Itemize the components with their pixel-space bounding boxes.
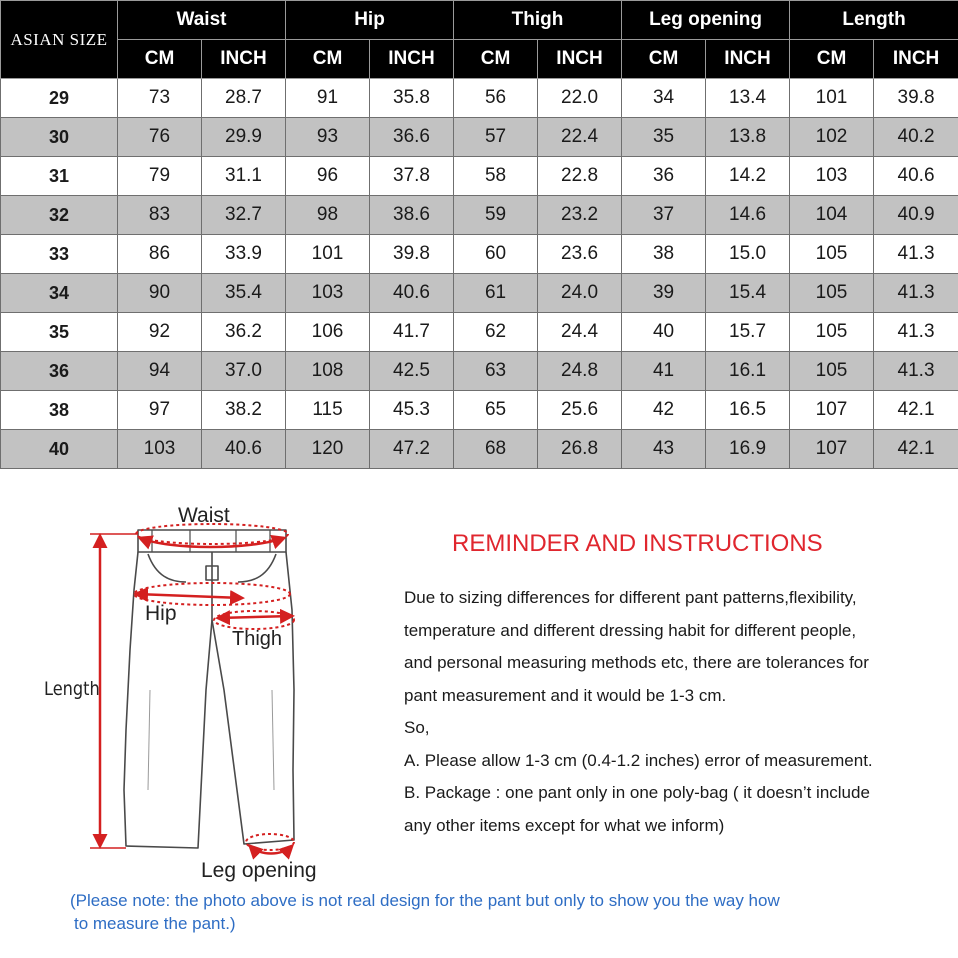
table-row bbox=[1, 157, 958, 196]
length-header: Length bbox=[790, 1, 958, 40]
cm-value-cell: 34 bbox=[622, 79, 706, 118]
cm-value-cell: 115 bbox=[286, 391, 370, 430]
table-row bbox=[1, 79, 958, 118]
size-table-body bbox=[1, 79, 958, 469]
inch-value-cell: 41.3 bbox=[874, 235, 958, 274]
cm-value-cell: 83 bbox=[118, 196, 202, 235]
size-cell: 34 bbox=[1, 274, 118, 313]
unit-header-row bbox=[1, 40, 958, 79]
inch-value-cell: 40.2 bbox=[874, 118, 958, 157]
inch-value-cell: 47.2 bbox=[370, 430, 454, 469]
cm-value-cell: 40 bbox=[622, 313, 706, 352]
table-row bbox=[1, 118, 958, 157]
size-chart-table bbox=[0, 0, 958, 469]
inch-value-cell: 13.8 bbox=[706, 118, 790, 157]
instruction-line: Due to sizing differences for different pant patterns,flexibility, bbox=[404, 588, 857, 607]
waist-header: Waist bbox=[118, 1, 286, 40]
unit-inch-header: INCH bbox=[874, 40, 958, 79]
inch-value-cell: 14.2 bbox=[706, 157, 790, 196]
inch-value-cell: 37.8 bbox=[370, 157, 454, 196]
unit-inch-header: INCH bbox=[370, 40, 454, 79]
cm-value-cell: 76 bbox=[118, 118, 202, 157]
inch-value-cell: 40.6 bbox=[370, 274, 454, 313]
unit-cm-header: CM bbox=[790, 40, 874, 79]
cm-value-cell: 104 bbox=[790, 196, 874, 235]
size-cell: 30 bbox=[1, 118, 118, 157]
cm-value-cell: 96 bbox=[286, 157, 370, 196]
table-row bbox=[1, 313, 958, 352]
cm-value-cell: 43 bbox=[622, 430, 706, 469]
inch-value-cell: 16.9 bbox=[706, 430, 790, 469]
thigh-header: Thigh bbox=[454, 1, 622, 40]
cm-value-cell: 36 bbox=[622, 157, 706, 196]
hip-header: Hip bbox=[286, 1, 454, 40]
cm-value-cell: 73 bbox=[118, 79, 202, 118]
cm-value-cell: 102 bbox=[790, 118, 874, 157]
inch-value-cell: 37.0 bbox=[202, 352, 286, 391]
cm-value-cell: 103 bbox=[790, 157, 874, 196]
measurement-note bbox=[70, 889, 930, 935]
table-row bbox=[1, 391, 958, 430]
inch-value-cell: 14.6 bbox=[706, 196, 790, 235]
inch-value-cell: 41.3 bbox=[874, 313, 958, 352]
instruction-line: any other items except for what we inform) bbox=[404, 815, 725, 835]
cm-value-cell: 105 bbox=[790, 274, 874, 313]
cm-value-cell: 61 bbox=[454, 274, 538, 313]
cm-value-cell: 60 bbox=[454, 235, 538, 274]
inch-value-cell: 16.5 bbox=[706, 391, 790, 430]
cm-value-cell: 59 bbox=[454, 196, 538, 235]
unit-inch-header: INCH bbox=[706, 40, 790, 79]
inch-value-cell: 22.0 bbox=[538, 79, 622, 118]
cm-value-cell: 35 bbox=[622, 118, 706, 157]
inch-value-cell: 42.1 bbox=[874, 430, 958, 469]
cm-value-cell: 86 bbox=[118, 235, 202, 274]
pants-measurement-diagram bbox=[0, 490, 400, 890]
size-cell: 32 bbox=[1, 196, 118, 235]
inch-value-cell: 39.8 bbox=[874, 79, 958, 118]
cm-value-cell: 57 bbox=[454, 118, 538, 157]
inch-value-cell: 32.7 bbox=[202, 196, 286, 235]
inch-value-cell: 36.2 bbox=[202, 313, 286, 352]
cm-value-cell: 107 bbox=[790, 391, 874, 430]
size-cell: 36 bbox=[1, 352, 118, 391]
inch-value-cell: 42.1 bbox=[874, 391, 958, 430]
table-row bbox=[1, 352, 958, 391]
inch-value-cell: 42.5 bbox=[370, 352, 454, 391]
size-cell: 35 bbox=[1, 313, 118, 352]
instruction-line: pant measurement and it would be 1-3 cm. bbox=[404, 685, 727, 705]
unit-inch-header: INCH bbox=[538, 40, 622, 79]
inch-value-cell: 40.9 bbox=[874, 196, 958, 235]
cm-value-cell: 101 bbox=[286, 235, 370, 274]
inch-value-cell: 15.7 bbox=[706, 313, 790, 352]
unit-cm-header: CM bbox=[118, 40, 202, 79]
cm-value-cell: 92 bbox=[118, 313, 202, 352]
inch-value-cell: 31.1 bbox=[202, 157, 286, 196]
inch-value-cell: 41.3 bbox=[874, 274, 958, 313]
cm-value-cell: 98 bbox=[286, 196, 370, 235]
waist-label: Waist bbox=[178, 504, 230, 527]
group-header-row bbox=[1, 1, 958, 40]
cm-value-cell: 39 bbox=[622, 274, 706, 313]
hip-label: Hip bbox=[145, 602, 177, 625]
asian-size-header: ASIAN SIZE bbox=[1, 1, 118, 79]
thigh-measure-ellipse bbox=[214, 611, 294, 629]
size-cell: 29 bbox=[1, 79, 118, 118]
cm-value-cell: 38 bbox=[622, 235, 706, 274]
size-cell: 33 bbox=[1, 235, 118, 274]
instruction-line: temperature and different dressing habit for different people, bbox=[404, 620, 857, 640]
inch-value-cell: 16.1 bbox=[706, 352, 790, 391]
cm-value-cell: 105 bbox=[790, 352, 874, 391]
table-row bbox=[1, 430, 958, 469]
cm-value-cell: 91 bbox=[286, 79, 370, 118]
size-cell: 40 bbox=[1, 430, 118, 469]
leg-opening-label: Leg opening bbox=[201, 859, 317, 882]
cm-value-cell: 103 bbox=[118, 430, 202, 469]
instruction-line: So, bbox=[404, 718, 430, 737]
cm-value-cell: 65 bbox=[454, 391, 538, 430]
inch-value-cell: 36.6 bbox=[370, 118, 454, 157]
cm-value-cell: 107 bbox=[790, 430, 874, 469]
note-line-2: to measure the pant.) bbox=[74, 914, 236, 933]
inch-value-cell: 23.2 bbox=[538, 196, 622, 235]
unit-cm-header: CM bbox=[286, 40, 370, 79]
inch-value-cell: 25.6 bbox=[538, 391, 622, 430]
instruction-line: B. Package : one pant only in one poly-bag ( it doesn’t include bbox=[404, 783, 870, 802]
cm-value-cell: 62 bbox=[454, 313, 538, 352]
cm-value-cell: 105 bbox=[790, 313, 874, 352]
cm-value-cell: 105 bbox=[790, 235, 874, 274]
inch-value-cell: 13.4 bbox=[706, 79, 790, 118]
inch-value-cell: 24.8 bbox=[538, 352, 622, 391]
thigh-label: Thigh bbox=[232, 628, 283, 650]
inch-value-cell: 24.4 bbox=[538, 313, 622, 352]
instructions-text bbox=[404, 582, 954, 842]
inch-value-cell: 41.7 bbox=[370, 313, 454, 352]
instruction-line: A. Please allow 1-3 cm (0.4-1.2 inches) error of measurement. bbox=[404, 750, 873, 770]
cm-value-cell: 68 bbox=[454, 430, 538, 469]
length-label: Length bbox=[44, 678, 100, 700]
cm-value-cell: 97 bbox=[118, 391, 202, 430]
unit-cm-header: CM bbox=[622, 40, 706, 79]
inch-value-cell: 41.3 bbox=[874, 352, 958, 391]
inch-value-cell: 22.4 bbox=[538, 118, 622, 157]
inch-value-cell: 15.0 bbox=[706, 235, 790, 274]
cm-value-cell: 103 bbox=[286, 274, 370, 313]
table-row bbox=[1, 274, 958, 313]
inch-value-cell: 45.3 bbox=[370, 391, 454, 430]
inch-value-cell: 38.2 bbox=[202, 391, 286, 430]
hip-arrow bbox=[136, 594, 242, 598]
cm-value-cell: 108 bbox=[286, 352, 370, 391]
table-row bbox=[1, 235, 958, 274]
cm-value-cell: 79 bbox=[118, 157, 202, 196]
cm-value-cell: 93 bbox=[286, 118, 370, 157]
cm-value-cell: 42 bbox=[622, 391, 706, 430]
cm-value-cell: 37 bbox=[622, 196, 706, 235]
cm-value-cell: 120 bbox=[286, 430, 370, 469]
inch-value-cell: 35.8 bbox=[370, 79, 454, 118]
inch-value-cell: 22.8 bbox=[538, 157, 622, 196]
inch-value-cell: 28.7 bbox=[202, 79, 286, 118]
inch-value-cell: 29.9 bbox=[202, 118, 286, 157]
cm-value-cell: 101 bbox=[790, 79, 874, 118]
inch-value-cell: 35.4 bbox=[202, 274, 286, 313]
inch-value-cell: 26.8 bbox=[538, 430, 622, 469]
waist-arrow bbox=[140, 538, 284, 547]
thigh-arrow bbox=[218, 616, 292, 618]
inch-value-cell: 39.8 bbox=[370, 235, 454, 274]
inch-value-cell: 40.6 bbox=[202, 430, 286, 469]
unit-inch-header: INCH bbox=[202, 40, 286, 79]
inch-value-cell: 23.6 bbox=[538, 235, 622, 274]
inch-value-cell: 24.0 bbox=[538, 274, 622, 313]
inch-value-cell: 40.6 bbox=[874, 157, 958, 196]
unit-cm-header: CM bbox=[454, 40, 538, 79]
cm-value-cell: 90 bbox=[118, 274, 202, 313]
table-row bbox=[1, 196, 958, 235]
leg-opening-header: Leg opening bbox=[622, 1, 790, 40]
cm-value-cell: 63 bbox=[454, 352, 538, 391]
inch-value-cell: 33.9 bbox=[202, 235, 286, 274]
instruction-line: and personal measuring methods etc, there are tolerances for bbox=[404, 653, 869, 672]
reminder-title: REMINDER AND INSTRUCTIONS bbox=[452, 530, 823, 557]
cm-value-cell: 41 bbox=[622, 352, 706, 391]
pants-outline bbox=[124, 530, 294, 848]
inch-value-cell: 15.4 bbox=[706, 274, 790, 313]
size-cell: 38 bbox=[1, 391, 118, 430]
cm-value-cell: 94 bbox=[118, 352, 202, 391]
inch-value-cell: 38.6 bbox=[370, 196, 454, 235]
size-cell: 31 bbox=[1, 157, 118, 196]
cm-value-cell: 106 bbox=[286, 313, 370, 352]
note-line-1: (Please note: the photo above is not real design for the pant but only to show you the way how bbox=[70, 891, 780, 910]
cm-value-cell: 58 bbox=[454, 157, 538, 196]
cm-value-cell: 56 bbox=[454, 79, 538, 118]
